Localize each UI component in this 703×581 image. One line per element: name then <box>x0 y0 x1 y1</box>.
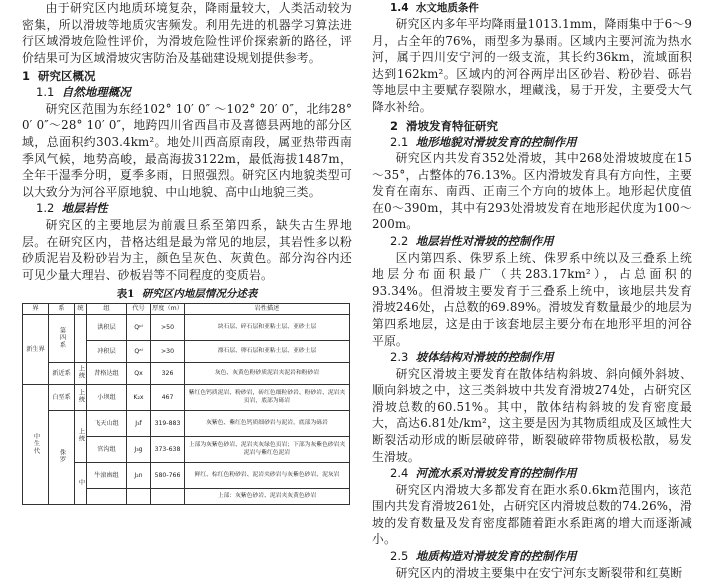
cell-code: Qᵖˡ <box>127 315 151 341</box>
section-title: 地层岩性对滑坡的控制作用 <box>415 234 554 249</box>
section-number: 1.1 <box>36 85 55 100</box>
cell-lithology: 灰紫色、紫红色钙质细砂岩与泥岩，底部为砾岩 <box>185 411 350 437</box>
cell-lithology: 块石层、碎石层和亚粘土层、亚砂土层 <box>185 315 350 341</box>
table-row <box>23 315 350 341</box>
cell-series: 上统 <box>75 385 87 411</box>
left-column <box>22 0 352 505</box>
cell-thickness: >50 <box>151 315 185 341</box>
section-2-3-heading <box>372 349 692 366</box>
cell-system: 新近系 <box>49 363 75 385</box>
cell-system: 侏罗 <box>49 411 75 505</box>
cell-formation: 小坝组 <box>87 385 127 411</box>
cell-formation <box>87 489 127 505</box>
cell-thickness <box>151 489 185 505</box>
cell-era: 中生代 <box>23 385 49 505</box>
section-1-4-heading <box>372 0 692 16</box>
cell-lithology: 紫红色钙质泥岩、粉砂岩，砖红色细粒砂岩、粉砂岩、泥岩夹页岩，底部为砾岩 <box>185 385 350 411</box>
header-system: 系 <box>49 304 75 315</box>
section-title: 地形地貌对滑坡发育的控制作用 <box>415 134 577 149</box>
section-title: 研究区概况 <box>38 69 96 84</box>
section-number: 1 <box>22 69 31 84</box>
cell-thickness: 580-766 <box>151 463 185 489</box>
section-number: 2.4 <box>390 466 409 481</box>
table-row <box>23 411 350 437</box>
cell-formation: 官沟组 <box>87 437 127 463</box>
table-title: 研究区内地层情况分述表 <box>141 288 258 301</box>
cell-code: J₂n <box>127 463 151 489</box>
cell-thickness: 467 <box>151 385 185 411</box>
cell-lithology: 鲜红、棕红色粉砂岩、泥岩夹砂岩与灰紫色砂岩、泥灰岩 <box>185 463 350 489</box>
section-title: 坡体结构对滑坡的控制作用 <box>415 350 554 365</box>
section-2-1-paragraph: 研究区内共发育352处滑坡，其中268处滑坡坡度在15～35°，占整体的76.13%。区内滑坡发育具有方向性，主要发育在南东、南西、正南三个方向的坡体上。地形起伏度值在0～390m，其中有293处滑坡发育在地形起伏度为100～200m。 <box>372 151 692 232</box>
cell-era: 新生界 <box>23 315 49 385</box>
cell-formation: 昔格达组 <box>87 363 127 385</box>
section-1-1-paragraph: 研究区范围为东经102° 10′ 0″ ～102° 20′ 0″，北纬28° 0′ 0″～28° 10′ 0″，地跨四川省西昌市及喜德县两地的部分区域，总面积约303.4km²。地处川西高原南段，属亚热带西南季风气候，地势高峻，最高海拔3122m，最低海拔1487m，全年干湿季分明，夏季多雨，日照强烈。研究区内地貌类型可以大致分为河谷平原地貌、中山地貌、高中山地貌三类。 <box>22 101 352 199</box>
section-number: 1.4 <box>390 2 409 14</box>
section-2-2-paragraph: 区内第四系、侏罗系上统、侏罗系中统以及三叠系上统地层分布面积最广（共283.17km²），占总面积的93.34%。但滑坡主要发育于三叠系上统中，该地层共发育滑坡246处，占总数的69.89%。滑坡发育数量最少的地层为第四系地层，这是由于该套地层主要分布在地形平坦的河谷平原。 <box>372 250 692 348</box>
cell-thickness: 373-638 <box>151 437 185 463</box>
section-number: 2 <box>390 118 399 133</box>
cell-lithology: 上部：灰紫色砂岩、泥岩夹灰黄色砂岩 <box>185 489 350 505</box>
cell-formation: 冲积层 <box>87 341 127 363</box>
section-number: 1.2 <box>36 201 55 216</box>
section-title: 河流水系对滑坡发育的控制作用 <box>415 466 577 481</box>
section-title: 滑坡发育特征研究 <box>406 118 499 133</box>
header-era: 界 <box>23 304 49 315</box>
cell-system: 第四系 <box>49 315 75 363</box>
cell-formation: 飞天山组 <box>87 411 127 437</box>
header-code: 代号 <box>127 304 151 315</box>
section-title: 地层岩性 <box>61 201 108 216</box>
header-thickness: 厚度（m） <box>151 304 185 315</box>
cell-formation: 洪积层 <box>87 315 127 341</box>
table-row <box>23 363 350 385</box>
cell-formation: 牛滚凼组 <box>87 463 127 489</box>
cell-code: Qx <box>127 363 151 385</box>
table-caption <box>22 286 352 301</box>
cell-series <box>75 315 87 363</box>
cell-series: 中 <box>75 463 87 505</box>
cell-thickness: 319-883 <box>151 411 185 437</box>
section-number: 2.2 <box>390 234 409 249</box>
cell-series: 上统 <box>75 411 87 463</box>
section-2-5-heading <box>372 548 692 565</box>
section-1-heading <box>22 68 352 84</box>
section-2-2-heading <box>372 233 692 250</box>
cell-thickness: >30 <box>151 341 185 363</box>
table-header-row <box>23 304 350 315</box>
section-2-4-heading <box>372 465 692 482</box>
cell-lithology: 漂石层、卵石层和亚粘土层、亚砂土层 <box>185 341 350 363</box>
section-1-2-paragraph: 研究区的主要地层为前震旦系至第四系，缺失古生界地层。在研究区内，昔格达组是最为常见的地层，其岩性多以粉砂质泥岩及粉砂岩为主，颜色呈灰色、灰黄色。部分沟谷内还可见少量大理岩、砂板岩等不同程度的变质岩。 <box>22 217 352 282</box>
cell-lithology: 灰色、灰黄色粉砂质泥岩夹泥岩和粉砂岩 <box>185 363 350 385</box>
cell-code: J₃f <box>127 411 151 437</box>
section-1-2-heading <box>22 200 352 217</box>
cell-series: 上统 <box>75 363 87 385</box>
header-lithology: 岩性描述 <box>185 304 350 315</box>
section-2-5-paragraph: 研究区内的滑坡主要集中在安宁河东支断裂带和红莫断 <box>395 565 683 580</box>
cell-thickness: 326 <box>151 363 185 385</box>
section-2-heading <box>372 118 692 134</box>
cell-code: J₃g <box>127 437 151 463</box>
table-row <box>23 385 350 411</box>
right-column <box>372 0 692 581</box>
cell-code: Qᵃˡ <box>127 341 151 363</box>
header-series: 统 <box>75 304 87 315</box>
section-1-1-heading <box>22 84 352 101</box>
section-2-4-paragraph: 研究区内滑坡大多都发育在距水系0.6km范围内，该范围内共发育滑坡261处，占研究区内滑坡总数的74.26%，滑坡的发育数量及发育密度都随着距水系距离的增大而逐渐减小。 <box>372 482 692 547</box>
section-title: 水文地质条件 <box>415 2 479 14</box>
section-2-1-heading <box>372 134 692 151</box>
header-formation: 组 <box>87 304 127 315</box>
section-title: 自然地理概况 <box>61 85 131 100</box>
section-number: 2.5 <box>390 549 409 564</box>
stratigraphy-table <box>22 303 350 505</box>
intro-paragraph: 由于研究区内地质环境复杂，降雨量较大，人类活动较为密集，所以滑坡等地质灾害频发。利用先进的机器学习算法进行区域滑坡危险性评价，为滑坡危险性评价探索新的路径，评价结果可为区域滑坡灾害防治及基础建设规划提供参考。 <box>22 1 352 65</box>
section-2-3-paragraph: 研究区滑坡主要发育在散体结构斜坡、斜向倾外斜坡、顺向斜坡之中，这三类斜坡中共发育滑坡274处，占研究区滑坡总数的60.51%。其中，散体结构斜坡的发育密度最大，高达6.81处/km²，这主要是因为其物质组成及区域性大断裂活动形成的断层破碎带，断裂破碎带物质极松散，易发生滑坡。 <box>372 366 692 464</box>
cell-lithology: 上部为灰紫色砂岩、泥岩夹灰绿色页岩；下部为灰紫色砂岩夹泥岩与紫红色泥岩 <box>185 437 350 463</box>
section-title: 地质构造对滑坡发育的控制作用 <box>415 549 577 564</box>
cell-system: 白垩系 <box>49 385 75 411</box>
section-number: 2.3 <box>390 350 409 365</box>
section-number: 2.1 <box>390 134 409 149</box>
section-1-4-paragraph: 研究区内多年平均降雨量1013.1mm，降雨集中于6～9月，占全年的76%，雨型多为暴雨。区域内主要河流为热水河，属于四川安宁河的一级支流，其长约36km，流域面积达到162km²。区域内的河谷两岸出区砂岩、粉砂岩、砾岩等地层中主要赋存裂隙水，埋藏浅，易于开发，主要受大气降水补给。 <box>372 17 692 114</box>
table-label: 表1 <box>116 288 135 301</box>
cell-code <box>127 489 151 505</box>
cell-code: K₂x <box>127 385 151 411</box>
